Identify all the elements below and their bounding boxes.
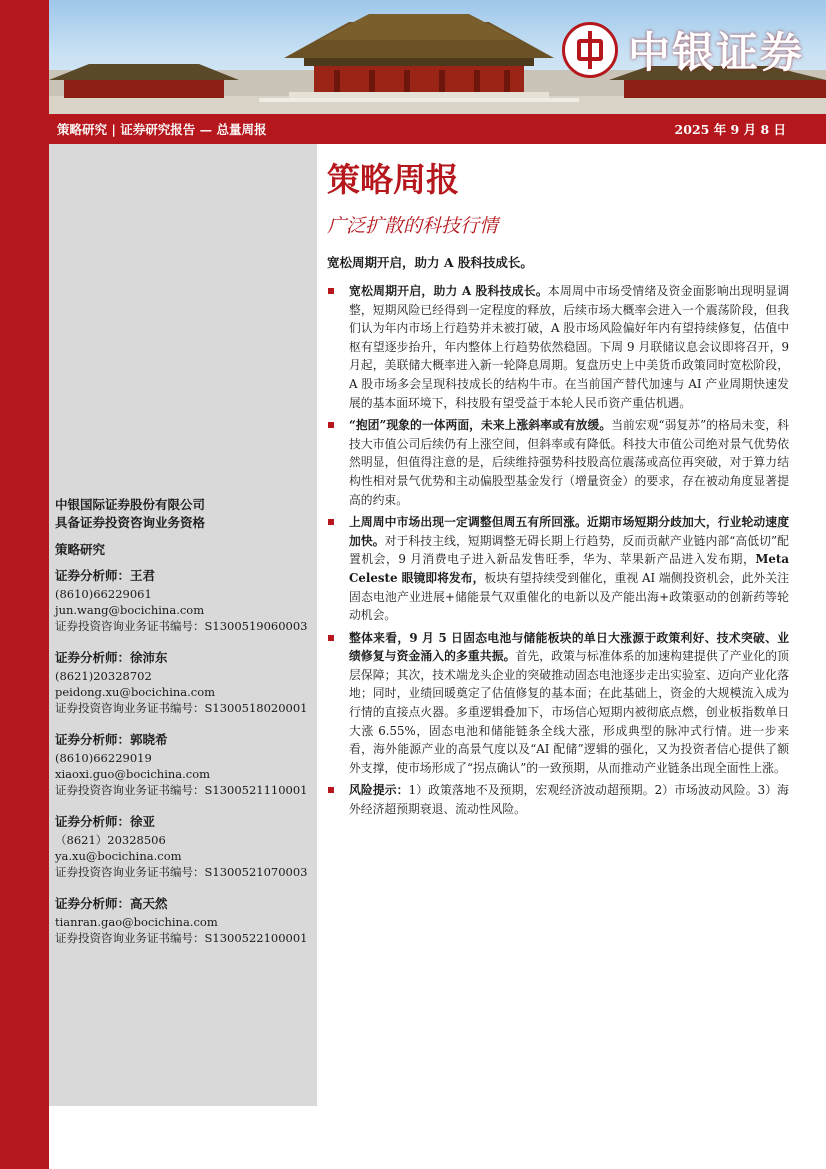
analyst-title: 证券分析师：徐沛东 [55,650,168,665]
analyst-title: 证券分析师：徐亚 [55,814,156,829]
analyst-cert: 证券投资咨询业务证书编号：S1300522100001 [55,931,308,945]
report-date: 2025 年 9 月 8 日 [674,122,786,137]
key-point-body: 首先，政策与标准体系的加速构建提供了产业化的顶层保障；其次，技术端龙头企业的突破推动固态电池逐步走出实验室、迈向产业化落地；同时，业绩回暖奠定了估值修复的基本面；在此基础上，资金的大规模流入成为行情的直接点火器。多重逻辑叠加下，市场信心短期内被彻底点燃，创业板指数单日大涨 6.55%，固态电池和储能链条全线大涨，形成典型的脉冲式行情。进一步来看，海外能源产业的高景气度以及“AI 配储”逻辑的强化，又为投资者信心提供了额外支撑，使市场形成了“拐点确认”的一致预期，从而推动产业链条出现全面性上涨。 [349,649,789,775]
key-point-body: 对于科技主线，短期调整无碍长期上行趋势，反而贡献产业链内部“高低切”配置机会，9 月消费电子进入新品发售旺季，华为、苹果新产品进入发布期， [349,533,789,567]
key-point-body: 本周周中市场受情绪及资金面影响出现明显调整，短期风险已经得到一定程度的释放，后续市场大概率会进入一个震荡阶段，但我们认为年内市场上行趋势并未被打破，A 股市场风险偏好年内有望持续修复，估值中枢有望逐步抬升，年内整体上行趋势依然稳固。下周 9 月联储议息会议即将召开，9 月起，美联储大概率进入新一轮降息周期。复盘历史上中美货币政策同时宽松阶段，A 股市场多会呈现科技成长的结构牛市。在当前国产替代加速与 AI 产业周期快速发展的基本面环境下，科技股有望受益于本轮人民币资产重估机遇。 [349,284,789,410]
analyst-cert: 证券投资咨询业务证书编号：S1300521070003 [55,865,308,879]
square-bullet-icon [328,635,334,641]
analyst-phone: (8610)66229019 [55,751,152,765]
bank-of-china-emblem-icon [562,22,618,78]
key-point-lead: 上周周中市场出现一定调整但周五有所回涨。近期市场短期分歧加大，行业轮动速度加快。 [349,515,789,548]
key-point-lead: 整体来看，9 月 5 日固态电池与储能板块的单日大涨源于政策利好、技术突破、业绩修复与资金涌入的多重共振。 [349,630,789,664]
analyst-title: 证券分析师：王君 [55,568,156,583]
analyst-email[interactable]: jun.wang@bocichina.com [55,603,205,617]
analyst-email[interactable]: xiaoxi.guo@bocichina.com [55,767,211,781]
analyst-card [55,730,315,798]
left-red-stripe [0,0,49,1169]
analyst-title: 证券分析师：高天然 [55,896,168,911]
square-bullet-icon [328,288,334,294]
sidebar-content [55,496,315,960]
square-bullet-icon [328,422,334,428]
key-point [327,416,789,509]
analyst-card [55,894,315,946]
risk-lead: 风险提示： [349,783,409,798]
analyst-cert: 证券投资咨询业务证书编号：S1300519060003 [55,619,308,633]
analyst-cert: 证券投资咨询业务证书编号：S1300518020001 [55,701,308,715]
key-point-emphasis: Meta Celeste 眼镜即将发布， [349,552,789,585]
report-info-bar [49,114,826,144]
sidebar-panel [49,144,317,1106]
key-point [327,282,789,412]
report-headline: 宽松周期开启，助力 A 股科技成长。 [327,255,533,270]
main-content [327,155,789,823]
analyst-email[interactable]: peidong.xu@bocichina.com [55,685,216,699]
analyst-phone: （8621）20328506 [55,833,166,847]
square-bullet-icon [328,787,334,793]
report-category: 策略研究 | 证券研究报告 — 总量周报 [57,122,267,137]
research-section-label: 策略研究 [55,542,106,557]
analyst-card [55,648,315,716]
analyst-cert: 证券投资咨询业务证书编号：S1300521110001 [55,783,308,797]
key-point-body: 当前宏观“弱复苏”的格局未变，科技大市值公司后续仍有上涨空间，但斜率或有降低。科技大市值公司绝对景气优势依然明显，但值得注意的是，后续维持强势科技股高位震荡或高位再突破，对于算力结构性相对景气优势和主动偏股型基金发行（增量资金）的要求，存在被动角度显著提高的约束。 [349,418,789,507]
key-point-lead: 宽松周期开启，助力 A 股科技成长。 [349,284,548,298]
logo-text: 中银证券 [627,28,804,77]
analyst-phone: (8621)20328702 [55,669,152,683]
qualification: 具备证券投资咨询业务资格 [55,515,206,530]
key-point [327,629,789,778]
square-bullet-icon [328,519,334,525]
risk-body: 1）政策落地不及预期，宏观经济波动超预期。2）市场波动风险。3）海外经济超预期衰退、流动性风险。 [349,783,789,817]
key-point-lead: “抱团”现象的一体两面，未来上涨斜率或有放缓。 [349,418,612,433]
analyst-phone: (8610)66229061 [55,587,152,601]
analyst-card [55,812,315,880]
bocichina-logo [562,20,804,80]
analyst-email[interactable]: ya.xu@bocichina.com [55,849,182,863]
analyst-title: 证券分析师：郭晓希 [55,732,168,747]
analyst-card [55,566,315,634]
key-point-risk [327,781,789,818]
header-banner-image [49,0,826,114]
key-point-body-continued: 板块有望持续受到催化，重视 AI 端侧投资机会，此外关注固态电池产业进展+储能景气双重催化的电新以及产能出海+政策驱动的创新药等轮动机会。 [349,570,789,623]
key-points-list [327,282,789,819]
company-name: 中银国际证券股份有限公司 [55,497,206,512]
key-point [327,513,789,625]
report-title: 策略周报 [327,160,459,199]
analyst-email[interactable]: tianran.gao@bocichina.com [55,915,218,929]
report-subtitle: 广泛扩散的科技行情 [327,215,499,237]
